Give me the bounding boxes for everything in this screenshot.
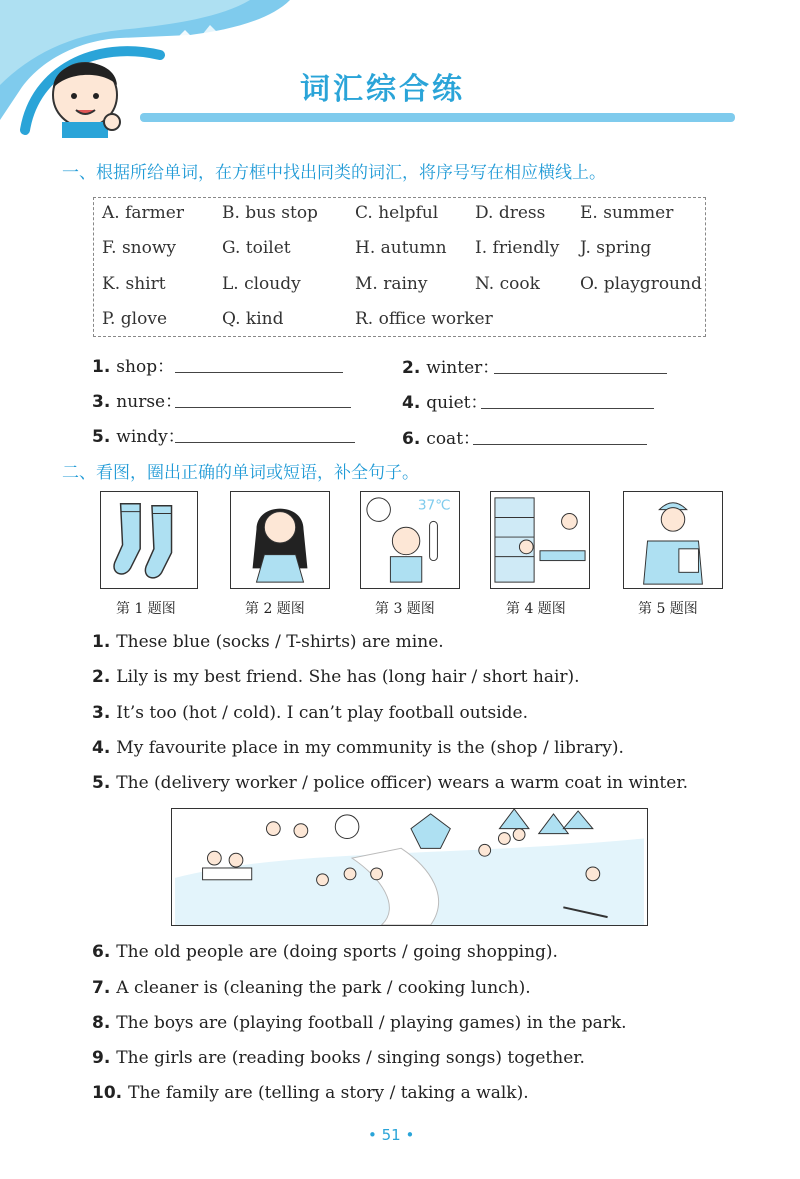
- word-option: I. friendly: [475, 238, 560, 258]
- word-option: A. farmer: [102, 203, 184, 223]
- sentence-number: 7.: [92, 978, 111, 998]
- sentence-number: 3.: [92, 703, 111, 723]
- sentence-text: Lily is my best friend. She has (long hair / short hair).: [116, 667, 580, 687]
- sentence-number: 6.: [92, 942, 111, 962]
- fill-question: [402, 388, 487, 413]
- word-option: Q. kind: [222, 309, 284, 329]
- question-number: 4.: [402, 393, 421, 413]
- sentence-number: 8.: [92, 1013, 111, 1033]
- answer-blank[interactable]: [473, 444, 647, 445]
- word-option: K. shirt: [102, 274, 166, 294]
- choice-sentence: [92, 773, 688, 793]
- word-option: O. playground: [580, 274, 702, 294]
- choice-sentence: [92, 942, 558, 962]
- question-number: 5.: [92, 427, 111, 447]
- sentence-number: 1.: [92, 632, 111, 652]
- answer-blank[interactable]: [175, 372, 343, 373]
- sentence-number: 9.: [92, 1048, 111, 1068]
- word-option: G. toilet: [222, 238, 291, 258]
- sentence-number: 4.: [92, 738, 111, 758]
- page-title: 词汇综合练: [300, 72, 465, 107]
- picture-caption: 第 5 题图: [638, 601, 698, 617]
- choice-sentence: [92, 703, 528, 723]
- answer-blank[interactable]: [481, 408, 654, 409]
- section-1-title: 一、根据所给单词，在方框中找出同类的词汇，将序号写在相应横线上。: [62, 163, 606, 183]
- question-number: 6.: [402, 429, 421, 449]
- sentence-text: The girls are (reading books / singing songs) together.: [116, 1048, 585, 1068]
- park-scene-image: [171, 808, 648, 926]
- fill-question: [92, 387, 182, 412]
- word-option: D. dress: [475, 203, 546, 223]
- answer-blank[interactable]: [175, 407, 351, 408]
- word-option: L. cloudy: [222, 274, 301, 294]
- library-image: [490, 491, 590, 589]
- picture-caption: 第 1 题图: [116, 601, 176, 617]
- choice-sentence: [92, 978, 531, 998]
- section-2-title: 二、看图，圈出正确的单词或短语，补全句子。: [62, 463, 419, 483]
- sentence-text: My favourite place in my community is the (shop / library).: [116, 738, 624, 758]
- question-text: nurse：: [116, 392, 183, 412]
- question-text: windy：: [116, 427, 185, 447]
- word-option: N. cook: [475, 274, 540, 294]
- choice-sentence: [92, 1083, 529, 1103]
- fill-question: [92, 352, 174, 377]
- socks-image: [100, 491, 198, 589]
- word-option: H. autumn: [355, 238, 447, 258]
- page-number: • 51 •: [368, 1126, 415, 1144]
- fill-question: [402, 424, 480, 449]
- question-text: shop：: [116, 357, 175, 377]
- thermometer-label: 37℃: [417, 497, 451, 514]
- sentence-number: 2.: [92, 667, 111, 687]
- sentence-text: It’s too (hot / cold). I can’t play football outside.: [116, 703, 529, 723]
- picture-caption: 第 2 题图: [245, 601, 305, 617]
- choice-sentence: [92, 738, 624, 758]
- fill-question: [402, 353, 499, 378]
- sentence-number: 10.: [92, 1083, 123, 1103]
- word-option: J. spring: [580, 238, 652, 258]
- question-text: winter：: [426, 358, 500, 378]
- question-text: coat：: [426, 429, 481, 449]
- sentence-text: The old people are (doing sports / going shopping).: [116, 942, 558, 962]
- sentence-number: 5.: [92, 773, 111, 793]
- word-option: B. bus stop: [222, 203, 318, 223]
- sentence-text: The boys are (playing football / playing games) in the park.: [116, 1013, 627, 1033]
- sentence-text: These blue (socks / T-shirts) are mine.: [116, 632, 444, 652]
- word-option: C. helpful: [355, 203, 439, 223]
- hot-boy-image: [360, 491, 460, 589]
- choice-sentence: [92, 1048, 585, 1068]
- word-option: P. glove: [102, 309, 168, 329]
- answer-blank[interactable]: [494, 373, 667, 374]
- sentence-text: A cleaner is (cleaning the park / cooking lunch).: [116, 978, 531, 998]
- word-option: R. office worker: [355, 309, 493, 329]
- question-number: 1.: [92, 357, 111, 377]
- question-number: 3.: [92, 392, 111, 412]
- question-text: quiet：: [426, 393, 488, 413]
- word-option: M. rainy: [355, 274, 428, 294]
- choice-sentence: [92, 632, 444, 652]
- answer-blank[interactable]: [175, 442, 355, 443]
- picture-caption: 第 4 题图: [506, 601, 566, 617]
- word-option: E. summer: [580, 203, 674, 223]
- delivery-worker-image: [623, 491, 723, 589]
- choice-sentence: [92, 1013, 627, 1033]
- sentence-text: The (delivery worker / police officer) wears a warm coat in winter.: [116, 773, 688, 793]
- choice-sentence: [92, 667, 580, 687]
- picture-caption: 第 3 题图: [375, 601, 435, 617]
- fill-question: [92, 422, 185, 447]
- sentence-text: The family are (telling a story / taking a walk).: [128, 1083, 529, 1103]
- word-option: F. snowy: [102, 238, 177, 258]
- girl-image: [230, 491, 330, 589]
- question-number: 2.: [402, 358, 421, 378]
